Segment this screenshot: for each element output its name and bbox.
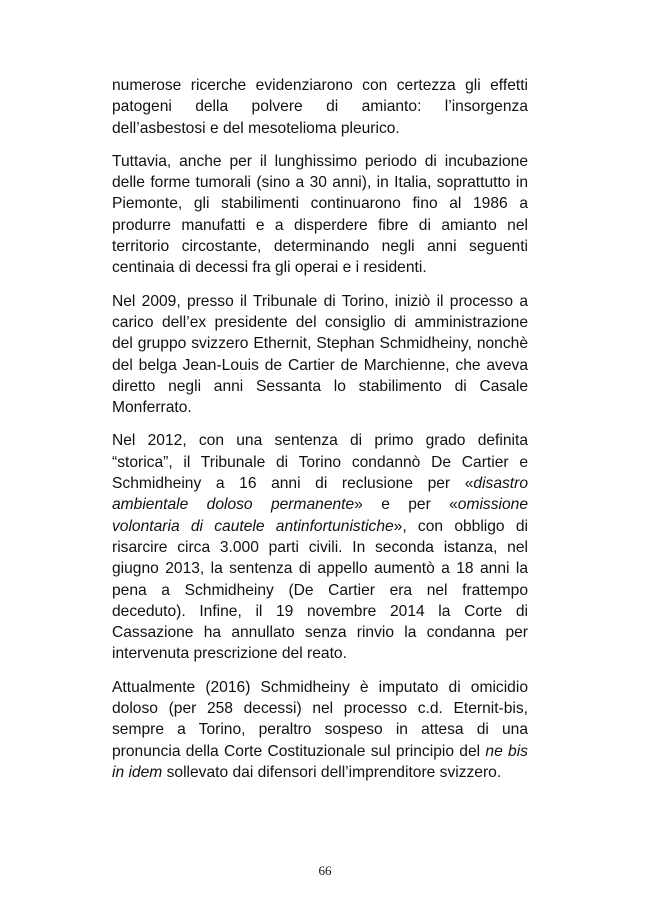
paragraph-1 [112, 75, 528, 139]
paragraph-2 [112, 151, 528, 279]
paragraph-5-text: Attualmente (2016) Schmidheiny è imputato di omicidio doloso (per 258 decessi) nel processo c.d. Eternit-bis, sempre a Torino, peraltro sospeso in attesa di una pronuncia della Corte Costituzionale sul principio del [112, 678, 528, 760]
paragraph-4-text-cont: » e per « [354, 496, 458, 514]
paragraph-2-text: Tuttavia, anche per il lunghissimo periodo di incubazione delle forme tumorali (sino a 30 anni), in Italia, soprattutto in Piemonte, gli stabilimenti continuarono fino al 1986 a produrre manufatti e a disperdere fibre di amianto nel territorio circostante, determinando negli anni seguenti centinaia di decessi fra gli operai e i residenti. [112, 152, 528, 277]
italic-phrase-ne-bis-in-idem: ne bis in idem [112, 742, 528, 781]
paragraph-1-text: numerose ricerche evidenziarono con certezza gli effetti patogeni della polvere di amianto: l’insorgenza dell’asbestosi e del mesotelioma pleurico. [112, 77, 528, 137]
paragraph-5-text-end: sollevato dai difensori dell’imprenditore svizzero. [162, 763, 502, 781]
body-text [112, 75, 528, 783]
italic-phrase-disastro: disastro ambientale doloso permanente [112, 475, 528, 514]
paragraph-4 [112, 430, 528, 664]
paragraph-3-text: Nel 2009, presso il Tribunale di Torino, iniziò il processo a carico dell’ex presidente del consiglio di amministrazione del gruppo svizzero Ethernit, Stephan Schmidheiny, nonchè del belga Jean-Louis de Cartier de Marchienne, che aveva diretto negli anni Sessanta lo stabilimento di Casale Monferrato. [112, 292, 528, 417]
page-number: 66 [318, 863, 332, 878]
italic-phrase-omissione: omissione volontaria di cautele antinfortunistiche [112, 496, 528, 535]
paragraph-4-text-end: », con obbligo di risarcire circa 3.000 parti civili. In seconda istanza, nel giugno 2013, la sentenza di appello aumentò a 18 anni la pena a Schmidheiny (De Cartier era nel frattempo deceduto). Infine, il 19 novembre 2014 la Corte di Cassazione ha annullato senza rinvio la condanna per intervenuta prescrizione del reato. [112, 517, 528, 663]
paragraph-3 [112, 291, 528, 419]
paragraph-4-text: Nel 2012, con una sentenza di primo grado definita “storica”, il Tribunale di Torino condannò De Cartier e Schmidheiny a 16 anni di reclusione per « [112, 432, 528, 493]
paragraph-5 [112, 677, 528, 783]
